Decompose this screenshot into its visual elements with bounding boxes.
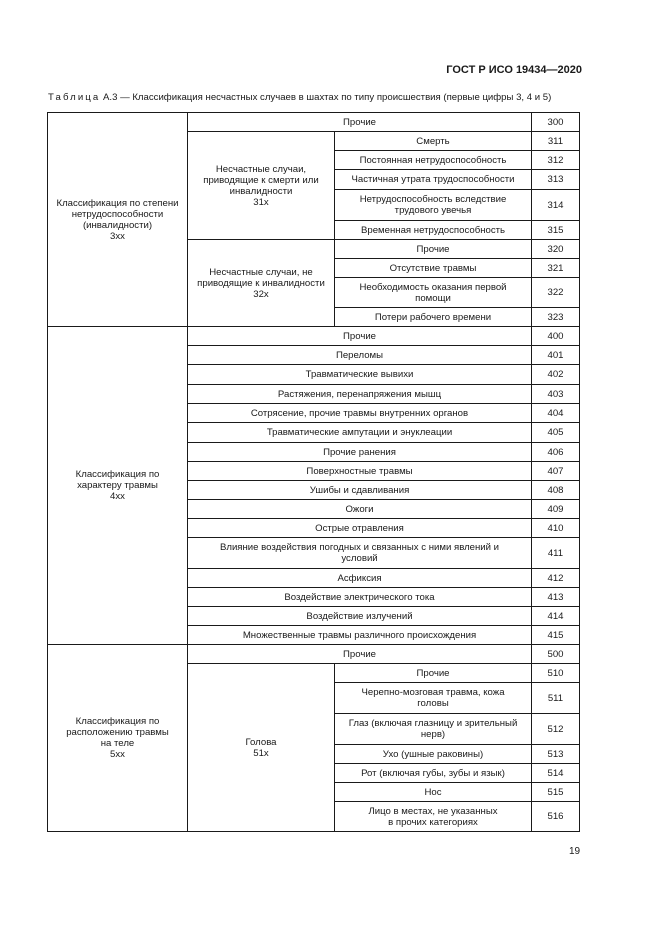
text-line: трудового увечья — [394, 205, 472, 216]
category-label: Прочие — [188, 113, 532, 132]
table-row — [48, 113, 580, 132]
subgroup-title-32x — [188, 240, 335, 327]
category-label — [335, 714, 532, 745]
category-code: 300 — [532, 113, 580, 132]
subgroup-title-31x — [188, 132, 335, 240]
category-code: 514 — [532, 764, 580, 783]
group-title-5xx — [48, 645, 188, 832]
classification-table — [47, 112, 580, 832]
category-label: Асфиксия — [188, 569, 532, 588]
text-line: Классификация по степени — [56, 197, 179, 209]
category-code: 403 — [532, 385, 580, 404]
category-label: Временная нетрудоспособность — [335, 221, 532, 240]
table-body — [48, 113, 580, 832]
category-label: Поверхностные травмы — [188, 462, 532, 481]
text-line: Влияние воздействия погодных и связанных с ними явлений и — [219, 542, 500, 553]
category-label — [188, 538, 532, 569]
text-line: Необходимость оказания первой — [359, 281, 507, 293]
category-code: 409 — [532, 500, 580, 519]
category-label: Острые отравления — [188, 519, 532, 538]
text-line: Голова — [245, 736, 277, 748]
category-code: 405 — [532, 423, 580, 443]
caption-label: Таблица — [48, 92, 101, 103]
category-label: Потери рабочего времени — [335, 308, 532, 327]
text-line: Классификация по — [75, 716, 160, 727]
category-label — [335, 190, 532, 221]
category-code: 313 — [532, 170, 580, 190]
text-line: 3хх — [110, 230, 125, 242]
category-code: 407 — [532, 462, 580, 481]
category-code: 321 — [532, 259, 580, 278]
category-label: Отсутствие травмы — [335, 259, 532, 278]
text-line: Нетрудоспособность вследствие — [359, 194, 507, 205]
table-caption — [48, 92, 551, 103]
text-line: расположению травмы — [66, 727, 169, 738]
category-label: Ушибы и сдавливания — [188, 481, 532, 500]
category-code: 513 — [532, 745, 580, 764]
category-label: Воздействие электрического тока — [188, 588, 532, 607]
category-code: 320 — [532, 240, 580, 259]
category-code: 311 — [532, 132, 580, 151]
category-code: 414 — [532, 607, 580, 626]
text-line: на теле — [100, 738, 135, 749]
text-line: Классификация по — [75, 469, 160, 480]
table-row — [48, 327, 580, 346]
category-label: Множественные травмы различного происхождения — [188, 626, 532, 645]
text-line: инвалидности — [229, 185, 293, 197]
category-code: 400 — [532, 327, 580, 346]
category-code: 322 — [532, 278, 580, 308]
category-label: Прочие — [188, 645, 532, 664]
category-label: Прочие — [335, 240, 532, 259]
text-line: 5хх — [110, 749, 125, 760]
category-label: Рот (включая губы, зубы и язык) — [335, 764, 532, 783]
category-code: 500 — [532, 645, 580, 664]
category-label — [335, 802, 532, 832]
category-label: Травматические ампутации и энуклеации — [188, 423, 532, 443]
standard-designation: ГОСТ Р ИСО 19434—2020 — [446, 64, 582, 76]
category-code: 404 — [532, 404, 580, 423]
category-label: Травматические вывихи — [188, 365, 532, 385]
caption-number: А.3 — [103, 92, 118, 103]
category-label: Ухо (ушные раковины) — [335, 745, 532, 764]
category-code: 512 — [532, 714, 580, 745]
category-label: Прочие ранения — [188, 443, 532, 462]
text-line: в прочих категориях — [388, 816, 478, 828]
category-code: 408 — [532, 481, 580, 500]
category-label: Воздействие излучений — [188, 607, 532, 626]
category-code: 314 — [532, 190, 580, 221]
text-line: головы — [417, 698, 449, 709]
text-line: Глаз (включая глазницу и зрительный — [348, 718, 518, 729]
table-row — [48, 645, 580, 664]
text-line: нерв) — [420, 729, 446, 740]
category-code: 402 — [532, 365, 580, 385]
category-label: Сотрясение, прочие травмы внутренних органов — [188, 404, 532, 423]
category-label: Смерть — [335, 132, 532, 151]
category-label: Растяжения, перенапряжения мышц — [188, 385, 532, 404]
category-code: 413 — [532, 588, 580, 607]
text-line: Лицо в местах, не указанных — [368, 805, 498, 817]
group-title-4xx — [48, 327, 188, 645]
category-label: Постоянная нетрудоспособность — [335, 151, 532, 170]
text-line: 31х — [253, 196, 269, 208]
text-line: Черепно-мозговая травма, кожа — [361, 687, 505, 698]
category-label: Прочие — [188, 327, 532, 346]
text-line: характеру травмы — [77, 480, 158, 491]
category-code: 415 — [532, 626, 580, 645]
category-label: Нос — [335, 783, 532, 802]
category-label: Переломы — [188, 346, 532, 365]
category-label — [335, 683, 532, 714]
category-label: Ожоги — [188, 500, 532, 519]
category-code: 411 — [532, 538, 580, 569]
text-line: Несчастные случаи, не — [209, 266, 313, 278]
category-code: 515 — [532, 783, 580, 802]
group-title-3xx — [48, 113, 188, 327]
text-line: 4хх — [110, 491, 125, 502]
category-code: 401 — [532, 346, 580, 365]
category-code: 510 — [532, 664, 580, 683]
text-line: нетрудоспособности — [71, 208, 164, 220]
category-label — [335, 278, 532, 308]
text-line: условий — [341, 553, 378, 564]
category-code: 323 — [532, 308, 580, 327]
text-line: приводящие к смерти или — [203, 174, 319, 186]
category-code: 516 — [532, 802, 580, 832]
text-line: (инвалидности) — [82, 219, 153, 231]
text-line: помощи — [415, 292, 451, 304]
category-code: 315 — [532, 221, 580, 240]
page-number: 19 — [569, 846, 581, 857]
category-code: 406 — [532, 443, 580, 462]
category-label: Частичная утрата трудоспособности — [335, 170, 532, 190]
text-line: приводящие к инвалидности — [197, 277, 325, 289]
text-line: Несчастные случаи, — [215, 163, 307, 175]
category-label: Прочие — [335, 664, 532, 683]
category-code: 312 — [532, 151, 580, 170]
text-line: 32х — [253, 288, 269, 300]
category-code: 410 — [532, 519, 580, 538]
caption-text: — Классификация несчастных случаев в шахтах по типу происшествия (первые цифры 3, 4 и 5) — [120, 92, 552, 103]
category-code: 511 — [532, 683, 580, 714]
text-line: 51х — [253, 747, 269, 759]
category-code: 412 — [532, 569, 580, 588]
subgroup-title-51x — [188, 664, 335, 832]
